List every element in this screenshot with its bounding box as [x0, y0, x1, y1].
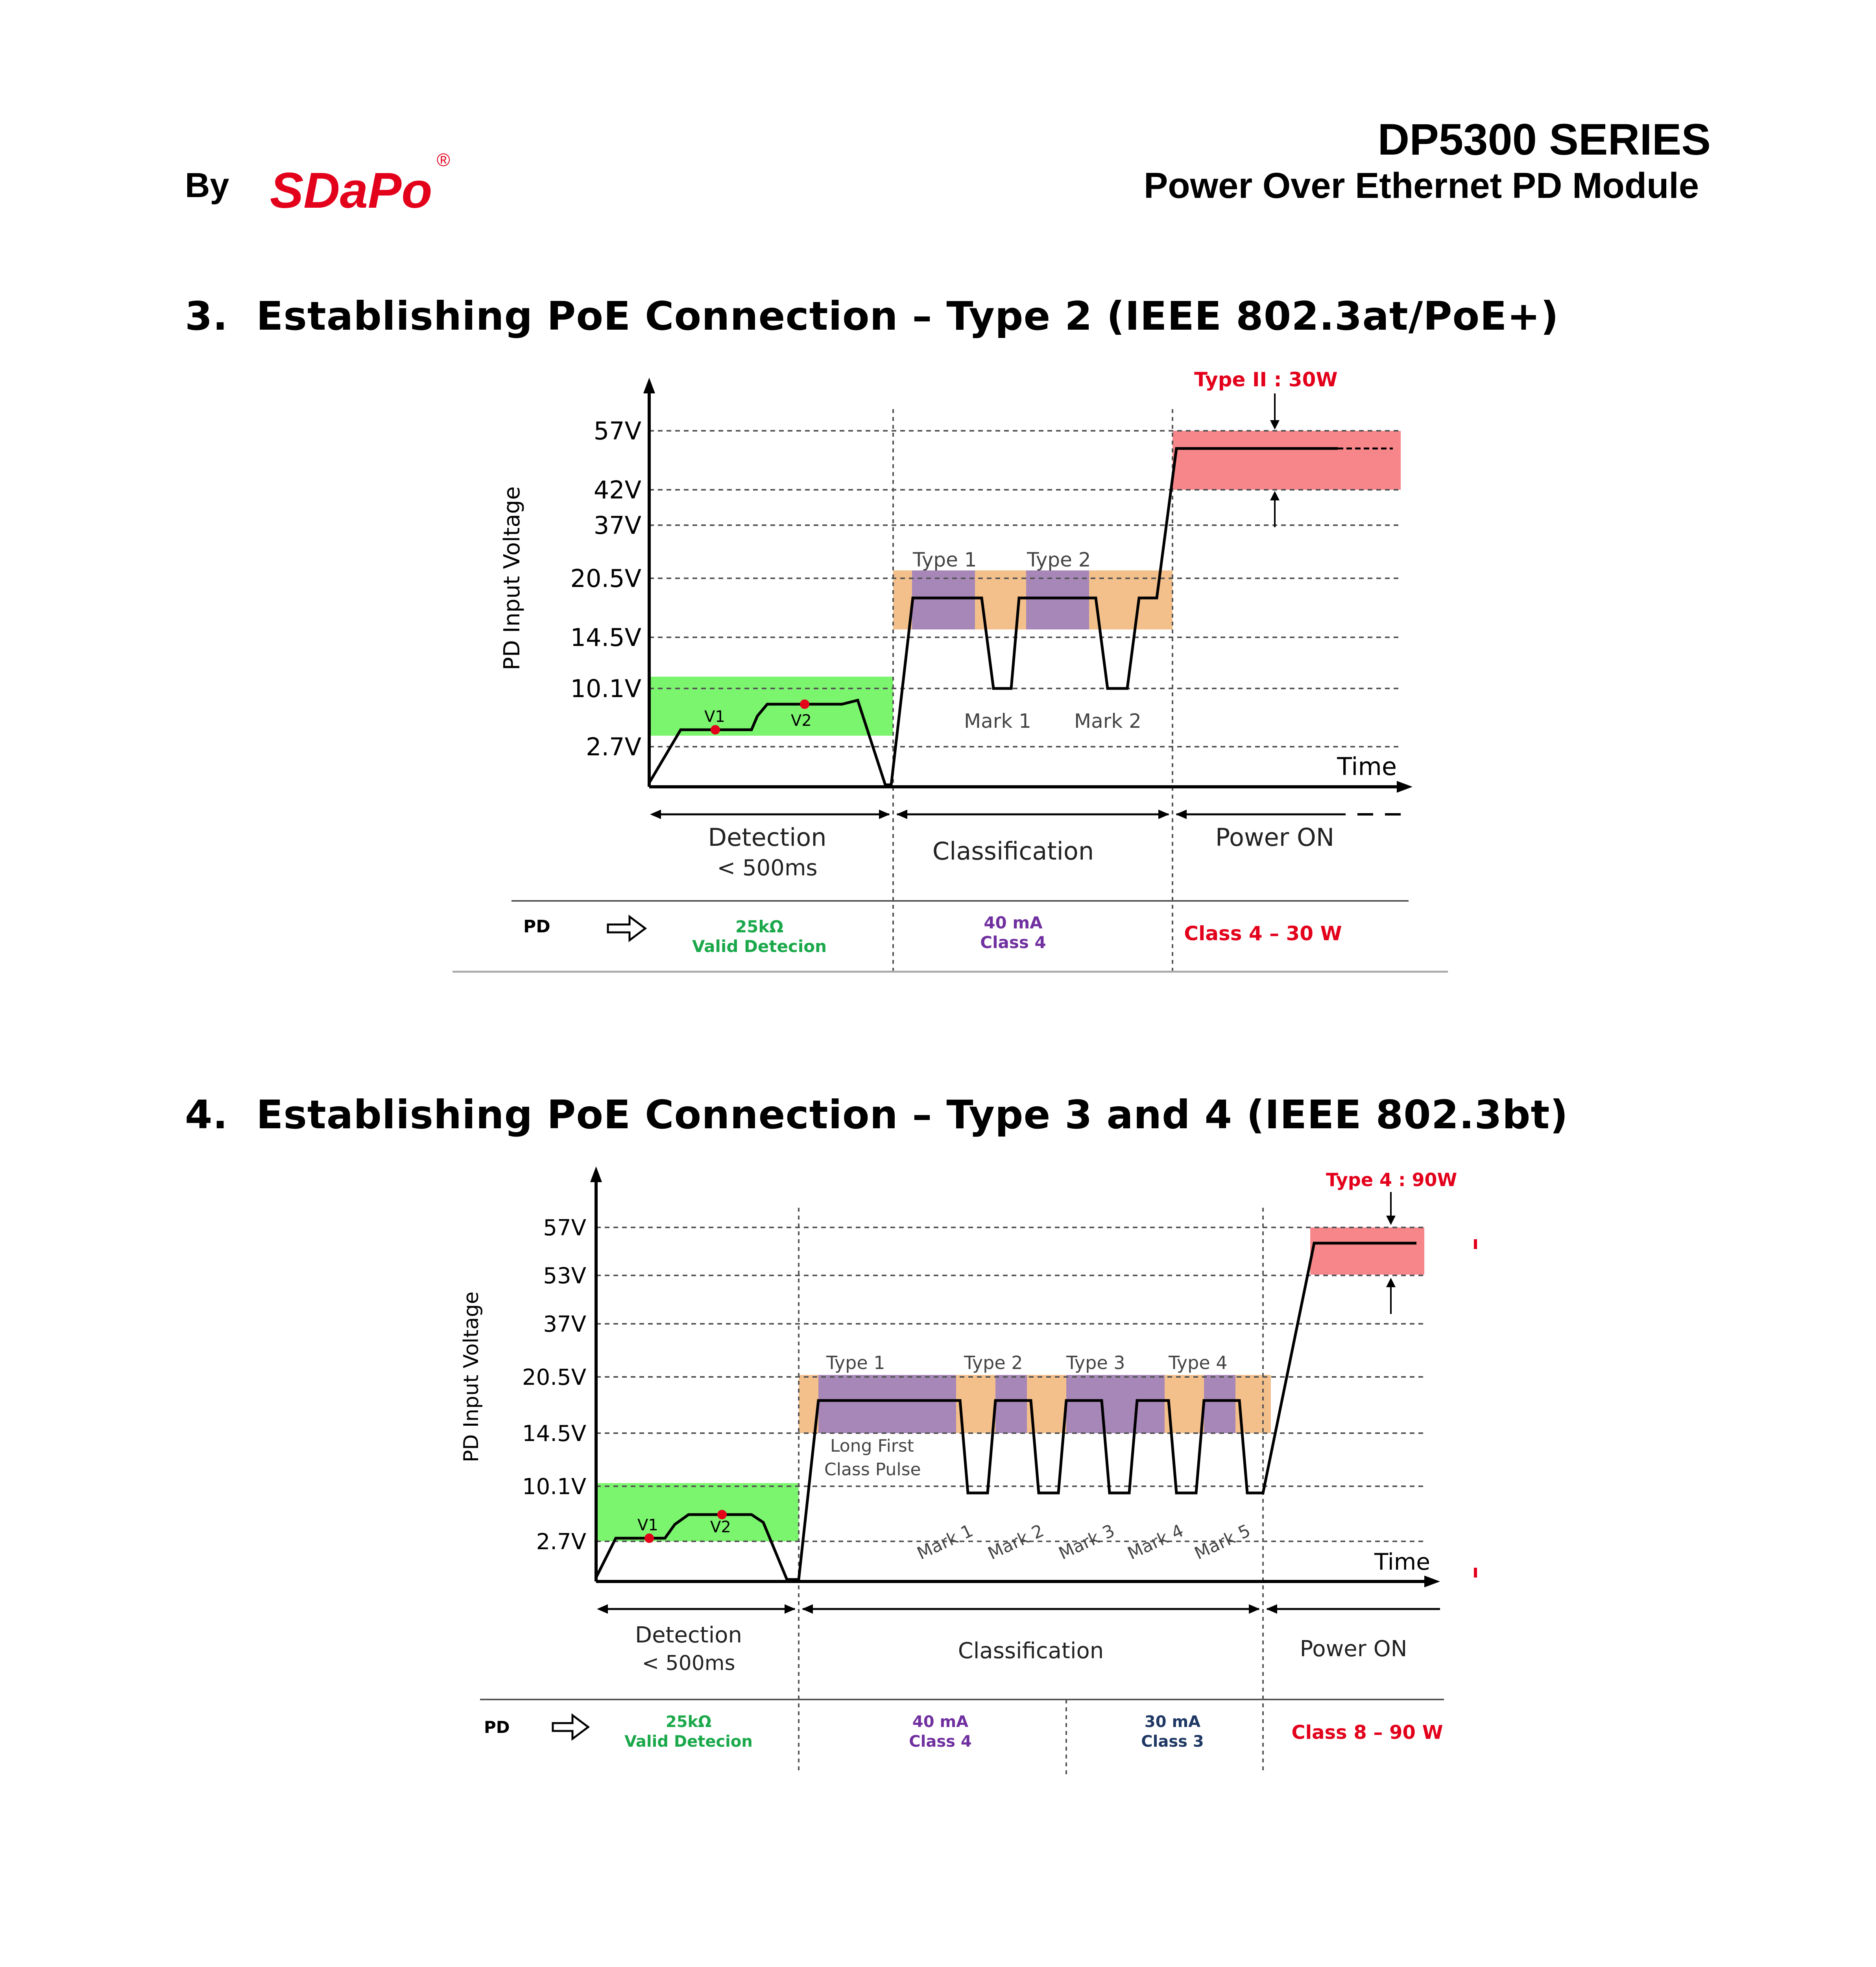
type1-band	[818, 1375, 956, 1433]
type2-band	[995, 1375, 1027, 1433]
logo-text: SDaPo	[270, 162, 432, 219]
pd-arrow-icon	[553, 1715, 588, 1739]
time-label: Time	[1374, 1548, 1430, 1575]
type3-band	[1066, 1375, 1165, 1433]
section-4-heading	[185, 1092, 1568, 1138]
v2-label: V2	[791, 712, 812, 730]
mark1-label: Mark 1	[914, 1520, 977, 1564]
y-axis-arrow	[590, 1166, 602, 1182]
mark3-label: Mark 3	[1056, 1520, 1118, 1564]
type4-band	[1204, 1375, 1235, 1433]
ytick-53v: 53V	[543, 1263, 586, 1289]
v2-label: V2	[710, 1518, 731, 1536]
ytick-57v: 57V	[593, 417, 641, 445]
detection-resistance: 25kΩ	[665, 1713, 712, 1731]
long-pulse-line2: Class Pulse	[824, 1460, 921, 1480]
ytick-14v5: 14.5V	[522, 1421, 586, 1447]
ytick-10v1: 10.1V	[522, 1474, 586, 1500]
type-power-label: Type 4 : 90W	[1326, 1169, 1457, 1190]
mark1-label: Mark 1	[964, 710, 1031, 733]
poe-type3-4-diagram	[452, 1161, 1495, 1774]
valid-detection-label: Valid Detecion	[692, 937, 827, 956]
pd-arrow-icon	[608, 917, 645, 940]
y-axis-label: PD Input Voltage	[460, 1291, 483, 1463]
section-3-heading	[185, 293, 1559, 339]
detection-resistance: 25kΩ	[735, 917, 784, 936]
class-name: Class 4	[980, 933, 1046, 952]
phase-dividers	[799, 1208, 1263, 1774]
power-class-label: Class 8 – 90 W	[1291, 1722, 1443, 1744]
y-axis-label: PD Input Voltage	[499, 486, 525, 670]
pd-label: PD	[523, 917, 550, 937]
type2-label: Type 2	[964, 1352, 1023, 1373]
classification-label: Classification	[958, 1638, 1104, 1664]
mark4-label: Mark 4	[1124, 1520, 1187, 1564]
power-on-band	[1172, 431, 1401, 490]
detection-time-label: < 500ms	[717, 855, 818, 881]
y-axis-arrow	[643, 378, 655, 393]
v1-point	[644, 1533, 654, 1543]
classification-label: Classification	[932, 837, 1094, 865]
class-current-b: 30 mA	[1144, 1713, 1201, 1731]
ytick-57v: 57V	[543, 1215, 586, 1241]
time-label: Time	[1337, 752, 1397, 781]
ytick-37v: 37V	[593, 511, 641, 540]
type-power-label: Type II : 30W	[1194, 368, 1338, 391]
detection-time-label: < 500ms	[642, 1651, 735, 1675]
ytick-2v7: 2.7V	[585, 733, 641, 761]
ytick-20v5: 20.5V	[522, 1365, 586, 1390]
section-3-number: 3.	[185, 293, 228, 339]
type1-band	[912, 570, 975, 629]
type1-label: Type 1	[826, 1352, 885, 1373]
phase-dividers	[893, 409, 1172, 976]
power-on-label: Power ON	[1215, 823, 1335, 852]
v2-point	[800, 699, 809, 709]
section-4-title: Establishing PoE Connection – Type 3 and 4 (IEEE 802.3bt)	[256, 1092, 1569, 1138]
ytick-2v7: 2.7V	[536, 1529, 586, 1555]
ytick-10v1: 10.1V	[570, 674, 641, 703]
header-by-label: By	[185, 166, 229, 205]
mark2-label: Mark 2	[985, 1520, 1047, 1564]
ytick-37v: 37V	[543, 1312, 586, 1337]
mark2-label: Mark 2	[1074, 710, 1141, 733]
class-current: 40 mA	[984, 913, 1043, 932]
ytick-14v5: 14.5V	[570, 623, 641, 652]
class-current-a: 40 mA	[912, 1713, 969, 1731]
v1-label: V1	[637, 1516, 658, 1534]
logo-registered-mark: ®	[437, 149, 450, 170]
power-on-band	[1310, 1227, 1424, 1275]
section-4-number: 4.	[185, 1092, 228, 1138]
sdapo-logo	[268, 149, 456, 220]
valid-detection-label: Valid Detecion	[624, 1733, 753, 1751]
mark5-label: Mark 5	[1191, 1520, 1254, 1564]
power-on-label: Power ON	[1300, 1636, 1407, 1662]
poe-type2-diagram	[452, 362, 1460, 976]
detection-label: Detection	[635, 1622, 742, 1648]
power-class-label: Class 4 – 30 W	[1184, 922, 1342, 945]
type2-band	[1026, 570, 1089, 629]
x-axis-arrow	[1424, 1576, 1440, 1587]
ytick-42v: 42V	[593, 476, 641, 504]
v1-label: V1	[704, 708, 725, 726]
section-3-title: Establishing PoE Connection – Type 2 (IEEE 802.3at/PoE+)	[256, 293, 1559, 339]
product-subtitle: Power Over Ethernet PD Module	[1144, 166, 1699, 206]
x-axis-arrow	[1397, 781, 1413, 793]
v1-point	[711, 725, 720, 734]
detection-label: Detection	[708, 823, 827, 852]
type2-label: Type 2	[1027, 548, 1091, 571]
long-pulse-line1: Long First	[830, 1436, 914, 1456]
class-name-a: Class 4	[909, 1733, 972, 1751]
type4-label: Type 4	[1169, 1352, 1228, 1373]
type3-label: Type 3	[1066, 1352, 1125, 1373]
product-series: DP5300 SERIES	[1377, 115, 1711, 164]
pd-label: PD	[484, 1718, 510, 1737]
class-name-b: Class 3	[1141, 1733, 1204, 1751]
detection-band	[649, 677, 893, 736]
type1-label: Type 1	[913, 548, 977, 571]
ytick-20v5: 20.5V	[570, 564, 641, 593]
